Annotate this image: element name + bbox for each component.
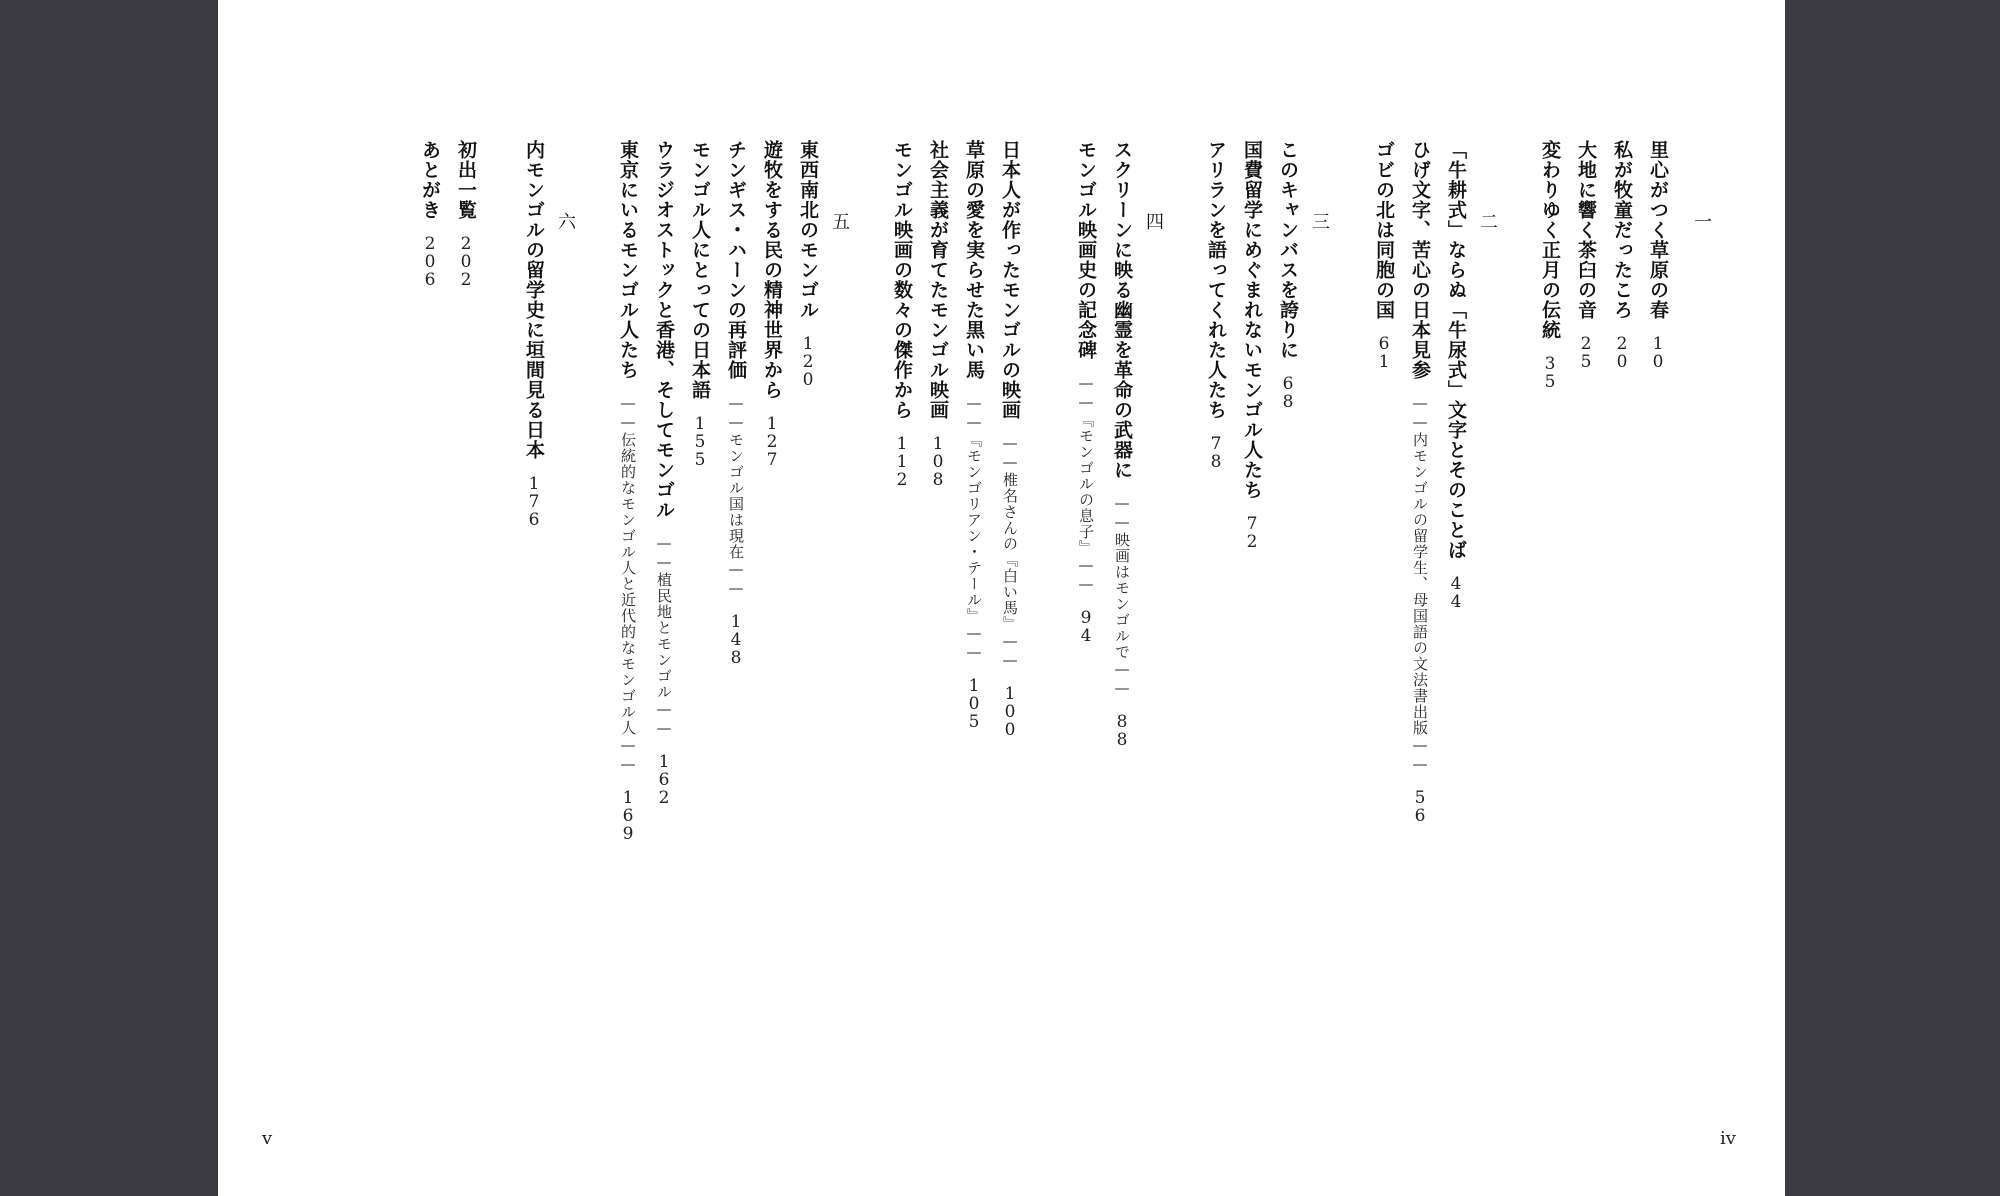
section-heading-1: 一 [1694, 212, 1712, 233]
toc-entry: 日本人が作ったモンゴルの映画——椎名さんの『白い馬』——100 [999, 140, 1021, 738]
toc-entry: 遊牧をする民の精神世界から127 [761, 140, 783, 468]
toc-entry: モンゴル映画史の記念碑——『モンゴルの息子』——94 [1075, 140, 1097, 644]
toc-entry: 草原の愛を実らせた黒い馬——『モンゴリアン・テール』——105 [963, 140, 985, 730]
toc-entry: 社会主義が育てたモンゴル映画108 [927, 140, 949, 488]
page-number-left: v [262, 1128, 273, 1149]
toc-entry: アリランを語ってくれた人たち78 [1205, 140, 1227, 470]
toc-entry: 大地に響く茶臼の音25 [1575, 140, 1597, 370]
section-heading-3: 三 [1312, 212, 1330, 233]
page-number-right: iv [1720, 1128, 1736, 1149]
toc-entry: チンギス・ハーンの再評価——モンゴル国は現在——148 [725, 140, 747, 666]
toc-entry: スクリーンに映る幽霊を革命の武器に——映画はモンゴルで——88 [1111, 140, 1133, 748]
viewer-background-left [0, 0, 218, 1196]
toc-entry: 変わりゆく正月の伝統35 [1539, 140, 1561, 390]
toc-entry: ウラジオストックと香港、そしてモンゴル——植民地とモンゴル——162 [653, 140, 675, 806]
section-heading-5: 五 [832, 212, 850, 233]
viewer-background-right [1785, 0, 2000, 1196]
toc-entry: モンゴル映画の数々の傑作から112 [891, 140, 913, 488]
toc-entry: あとがき206 [419, 140, 441, 288]
section-heading-6: 六 [558, 212, 576, 233]
toc-entry: ゴビの北は同胞の国61 [1373, 140, 1395, 370]
section-heading-2: 二 [1480, 212, 1498, 233]
toc-entry: 東西南北のモンゴル120 [797, 140, 819, 388]
book-spread [218, 0, 1785, 1196]
toc-entry: モンゴル人にとっての日本語155 [689, 140, 711, 468]
toc-entry: 東京にいるモンゴル人たち——伝統的なモンゴル人と近代的なモンゴル人——169 [617, 140, 639, 842]
toc-entry: 内モンゴルの留学史に垣間見る日本176 [523, 140, 545, 528]
toc-entry: 里心がつく草原の春10 [1647, 140, 1669, 370]
toc-entry: このキャンバスを誇りに68 [1277, 140, 1299, 410]
toc-entry: ひげ文字、苦心の日本見参——内モンゴルの留学生、母国語の文法書出版——56 [1409, 140, 1431, 824]
section-heading-4: 四 [1146, 212, 1164, 233]
toc-entry: 国費留学にめぐまれないモンゴル人たち72 [1241, 140, 1263, 550]
toc-entry: 初出一覧202 [455, 140, 477, 288]
toc-entry: 「牛耕式」ならぬ「牛尿式」文字とそのことば44 [1445, 140, 1467, 610]
toc-entry: 私が牧童だったころ20 [1611, 140, 1633, 370]
